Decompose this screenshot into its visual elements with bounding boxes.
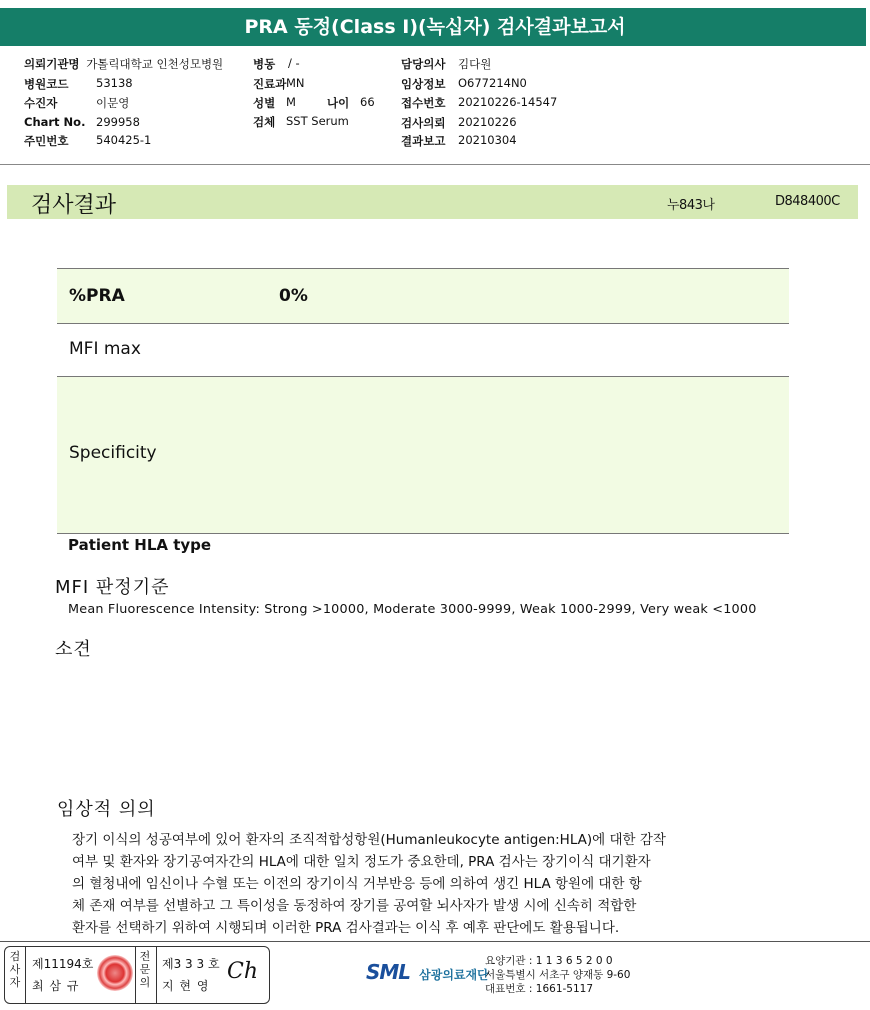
header-divider	[0, 164, 870, 165]
clinical-line-4: 체 존재 여부를 선별하고 그 특이성을 동정하여 장기를 공여할 뇌사자가 발생 시에 신속히 적합한	[72, 898, 637, 914]
results-section-bar	[7, 185, 858, 219]
org-address: 서울특별시 서초구 양재동 9-60	[485, 969, 631, 981]
reported-label: 결과보고	[401, 134, 446, 148]
specialist-no: 제3 3 3 호	[162, 957, 220, 971]
hospital-label: 의뢰기관명	[24, 57, 80, 71]
clinical-line-2: 여부 및 환자와 장기공여자간의 HLA에 대한 일치 정도가 중요한데, PRA 검사는 장기이식 대기환자	[72, 854, 651, 870]
report-title: PRA 동정(Class I)(녹십자) 검사결과보고서	[244, 16, 626, 38]
sml-logo	[366, 960, 489, 984]
org-phone: 대표번호 : 1661-5117	[485, 983, 594, 995]
receipt-no-label: 접수번호	[401, 96, 446, 110]
resident-no-label: 주민번호	[24, 134, 69, 148]
clinical-line-1: 장기 이식의 성공여부에 있어 환자의 조직적합성항원(Humanleukocyte antigen:HLA)에 대한 감작	[72, 832, 666, 848]
ward-value: / -	[288, 56, 300, 70]
banner-edge	[866, 8, 870, 46]
org-contact	[485, 954, 630, 996]
sml-logo-text: SML	[366, 960, 411, 984]
specialist-label-text: 전문의	[139, 950, 151, 989]
specificity-label: Specificity	[69, 443, 157, 463]
org-name: 삼광의료재단	[419, 968, 489, 982]
results-bottom-rule	[57, 533, 789, 535]
hospital-field	[24, 56, 223, 72]
section-title: 검사결과	[31, 193, 117, 218]
mfi-criteria-title: MFI 판정기준	[55, 577, 170, 598]
tester-no: 제11194호	[32, 957, 94, 971]
specimen-label: 검체	[253, 115, 276, 129]
signature-box	[4, 946, 270, 1004]
institution-code: 요양기관 : 1 1 3 6 5 2 0 0	[485, 955, 613, 967]
specialist-label	[138, 950, 152, 989]
specificity-row	[57, 376, 789, 533]
clinical-info-value: O677214N0	[458, 76, 527, 90]
hospital-value: 가톨릭대학교 인천성모병원	[86, 57, 224, 71]
clinical-significance-title: 임상적 의의	[57, 799, 156, 820]
clinical-info-label: 임상정보	[401, 77, 446, 91]
hospital-code-label: 병원코드	[24, 77, 69, 91]
patient-value: 이문영	[96, 96, 130, 110]
reported-value: 20210304	[458, 133, 517, 147]
patient-hla-label: Patient HLA type	[68, 536, 212, 554]
official-seal-icon	[97, 955, 133, 991]
mfi-row	[57, 323, 789, 376]
pra-label: %PRA	[69, 286, 125, 306]
footer-divider	[0, 941, 870, 942]
clinical-line-5: 환자를 선택하기 위하여 시행되며 이러한 PRA 검사결과는 이식 후 예후 판단에도 활용됩니다.	[72, 920, 620, 936]
hospital-code-field	[24, 76, 68, 92]
footer	[0, 946, 870, 1006]
stamp-divider-2	[135, 947, 136, 1003]
resident-no-value: 540425-1	[96, 133, 152, 147]
section-code-1: 누843나	[667, 198, 715, 213]
specimen-value: SST Serum	[286, 114, 349, 128]
sex-value: M	[286, 95, 296, 109]
pra-value: 0%	[279, 286, 308, 306]
department-label: 진료과	[253, 77, 287, 91]
opinion-title: 소견	[55, 639, 92, 660]
stamp-divider-1	[25, 947, 26, 1003]
patient-label: 수진자	[24, 96, 58, 110]
pra-row	[57, 268, 789, 323]
age-value: 66	[360, 95, 375, 109]
clinical-significance-body	[72, 829, 666, 939]
department-value: MN	[286, 76, 305, 90]
specialist-name: 지 현 영	[162, 979, 210, 993]
tester-label-text: 검사자	[9, 950, 21, 989]
clinical-line-3: 의 혈청내에 임신이나 수혈 또는 이전의 장기이식 거부반응 등에 의하여 생긴 HLA 항원에 대한 항	[72, 876, 642, 892]
requested-value: 20210226	[458, 115, 517, 129]
doctor-value: 김다원	[458, 57, 492, 71]
sex-label: 성별	[253, 96, 276, 110]
mfi-label: MFI max	[69, 339, 141, 359]
ward-label: 병동	[253, 57, 276, 71]
chart-no-label: Chart No.	[24, 115, 86, 129]
mfi-criteria-text: Mean Fluorescence Intensity: Strong >10000, Moderate 3000-9999, Weak 1000-2999, Very weak <1000	[68, 602, 757, 617]
patient-info-header	[0, 52, 870, 164]
tester-name: 최 삼 규	[32, 979, 80, 993]
age-label: 나이	[327, 96, 350, 110]
signature-mark: Ch	[227, 959, 259, 984]
report-title-banner	[0, 8, 870, 46]
chart-no-value: 299958	[96, 115, 140, 129]
receipt-no-value: 20210226-14547	[458, 95, 558, 109]
hospital-code-value: 53138	[96, 76, 133, 90]
section-code-2: D848400C	[775, 194, 840, 209]
doctor-label: 담당의사	[401, 57, 446, 71]
requested-label: 검사의뢰	[401, 116, 446, 130]
stamp-divider-3	[156, 947, 157, 1003]
tester-label	[8, 950, 22, 989]
